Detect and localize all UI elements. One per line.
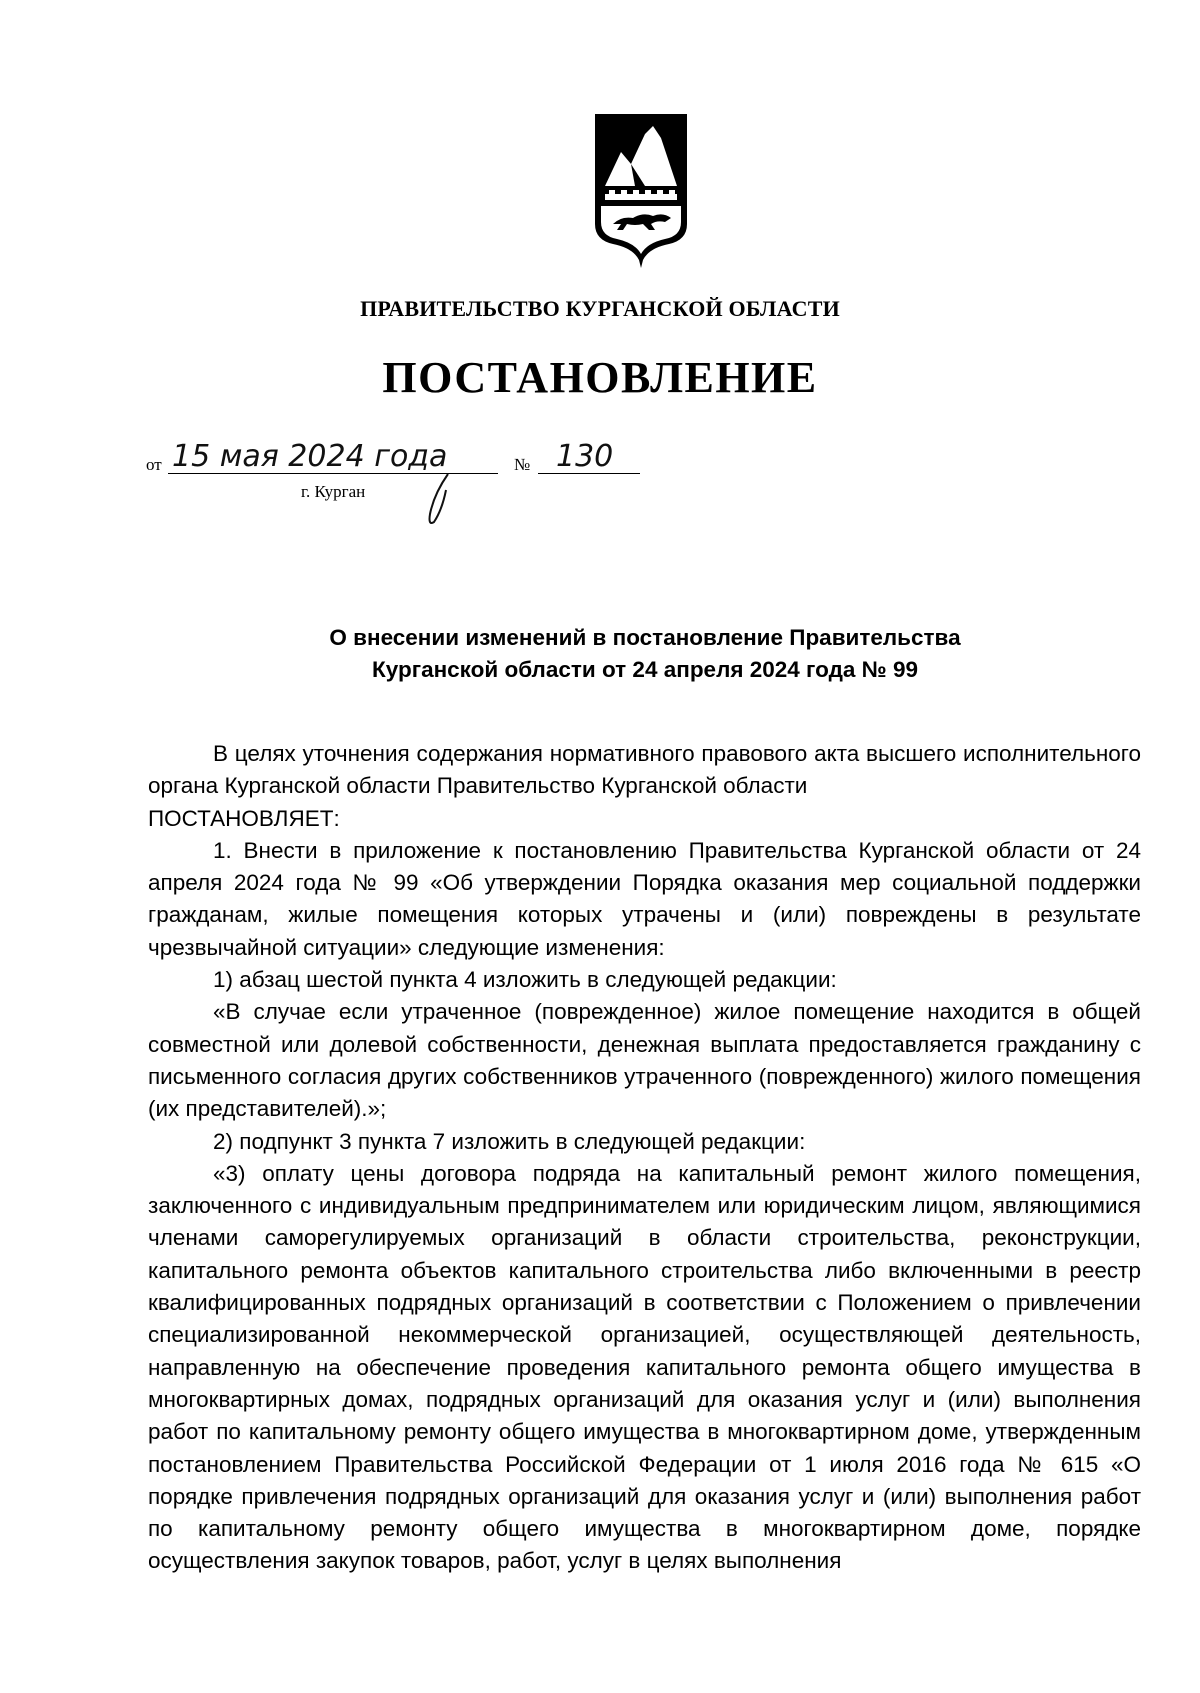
title-line-1: О внесении изменений в постановление Правительства: [329, 625, 961, 650]
paragraph-item-1: 1. Внести в приложение к постановлению Правительства Курганской области от 24 апреля 2024 года № 99 «Об утверждении Порядка оказания мер социальной поддержки гражданам, жилые помещения которых утрачены и (или) повреждены в результате чрезвычайной ситуации» следующие изменения:: [148, 837, 1141, 960]
handwritten-number: 130: [556, 439, 614, 474]
title-line-2: Курганской области от 24 апреля 2024 года № 99: [372, 657, 918, 682]
paragraph-resolves: ПОСТАНОВЛЯЕТ:: [148, 805, 340, 831]
paragraph-quote-1: «В случае если утраченное (поврежденное) жилое помещение находится в общей совместной или долевой собственности, денежная выплата предоставляется гражданину с письменного согласия других собственников утраченного (поврежденного) жилого помещения (их представителей).»;: [148, 999, 1141, 1122]
paragraph-quote-2: «3) оплату цены договора подряда на капитальный ремонт жилого помещения, заключенного с индивидуальным предпринимателем или юридическим лицом, являющимися членами саморегулируемых организаций в области строительства, реконструкции, капитального ремонта объектов капитального строительства либо включенными в реестр квалифицированных подрядных организаций в соответствии с Положением о привлечении специализированной некоммерческой организацией, осуществляющей деятельность, направленную на обеспечение проведения капитального ремонта общего имущества в многоквартирных домах, подрядных организаций для оказания услуг и (или) выполнения работ по капитальному ремонту общего имущества в многоквартирном доме, утвержденным постановлением Правительства Российской Федерации от 1 июля 2016 года № 615 «О порядке привлечения подрядных организаций для оказания услуг и (или) выполнения работ по капитальному ремонту общего имущества в многоквартирном доме, порядке осуществления закупок товаров, работ, услуг в целях выполнения: [148, 1160, 1141, 1574]
number-label: №: [514, 455, 531, 474]
date-from-label: от: [146, 455, 162, 474]
signature-mark-icon: [418, 470, 458, 530]
document-body: [148, 738, 1141, 1578]
document-type-heading: ПОСТАНОВЛЕНИЕ: [382, 353, 818, 402]
paragraph-preamble: В целях уточнения содержания нормативного правового акта высшего исполнительного органа Курганской области Правительство Курганской области: [148, 741, 1141, 799]
paragraph-subitem-2: 2) подпункт 3 пункта 7 изложить в следующей редакции:: [213, 1128, 806, 1154]
government-name: ПРАВИТЕЛЬСТВО КУРГАНСКОЙ ОБЛАСТИ: [360, 296, 840, 321]
city-label: г. Курган: [301, 482, 366, 501]
handwritten-date: 15 мая 2024 года: [172, 439, 448, 474]
document-title: [0, 622, 1200, 686]
paragraph-subitem-1: 1) абзац шестой пункта 4 изложить в следующей редакции:: [213, 967, 837, 993]
coat-of-arms-icon: [591, 112, 691, 272]
